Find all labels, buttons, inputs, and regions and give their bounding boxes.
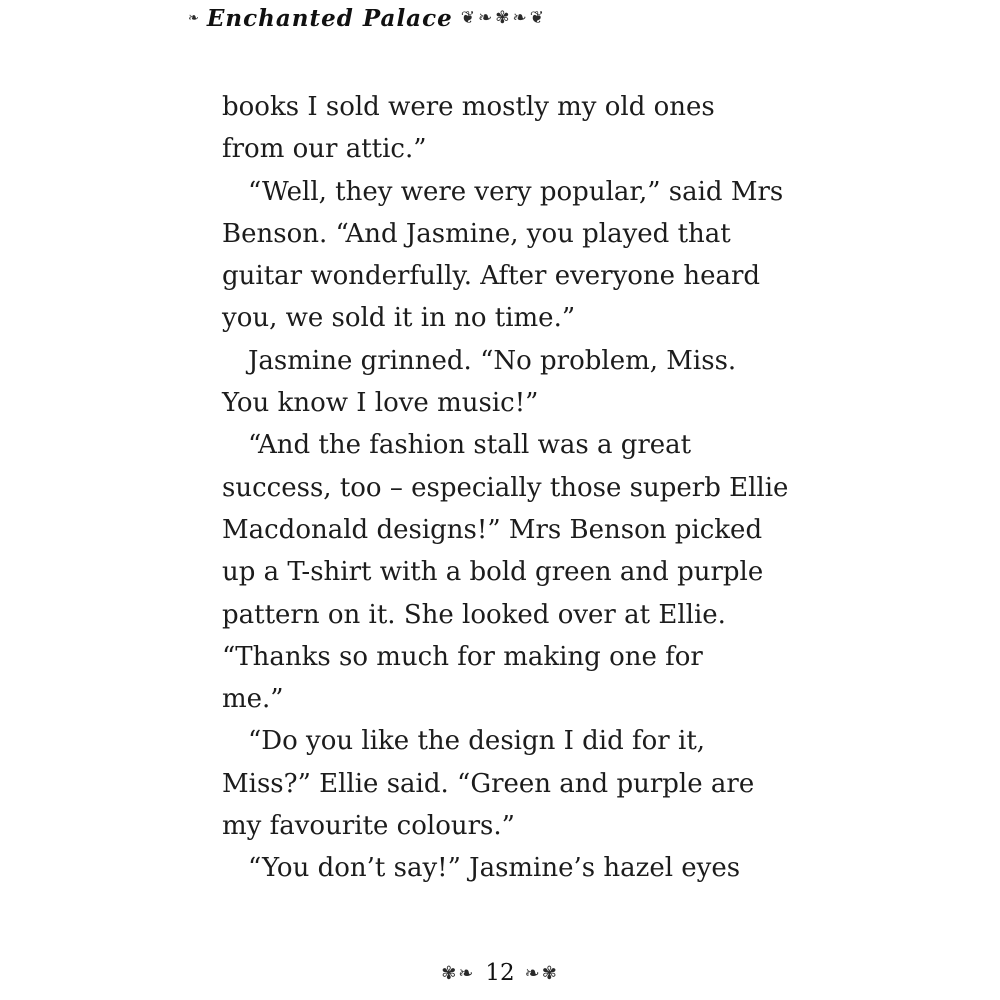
page-header	[188, 2, 547, 34]
text-line: “Do you like the design I did for it,	[248, 726, 706, 757]
text-line: “And the fashion stall was a great	[248, 430, 692, 461]
text-line: guitar wonderfully. After everyone heard	[222, 261, 761, 292]
text-line: me.”	[222, 684, 284, 715]
story-text	[222, 86, 789, 890]
paragraph	[222, 720, 767, 847]
footer-flourish-left-icon: ✾❧	[441, 962, 476, 984]
text-line: you, we sold it in no time.”	[222, 303, 576, 334]
header-flourish-right-icon: ❦❧✾❧❦	[460, 8, 547, 28]
text-line: “You don’t say!” Jasmine’s hazel eyes	[248, 853, 741, 884]
text-line: “Thanks so much for making one for	[222, 641, 703, 672]
page-number: 12	[485, 960, 515, 986]
text-line: up a T-shirt with a bold green and purple	[222, 557, 764, 588]
text-line: Macdonald designs!” Mrs Benson picked	[222, 514, 763, 545]
paragraph	[222, 424, 789, 720]
paragraph	[222, 171, 784, 340]
book-title: Enchanted Palace	[206, 4, 453, 32]
page-footer	[0, 960, 1000, 986]
text-line: “Well, they were very popular,” said Mrs	[248, 176, 784, 207]
paragraph-continuation	[222, 86, 767, 171]
footer-ornament-group	[441, 960, 559, 986]
text-line: Benson. “And Jasmine, you played that	[222, 218, 731, 249]
text-line: pattern on it. She looked over at Ellie.	[222, 599, 726, 630]
text-line: Jasmine grinned. “No problem, Miss.	[248, 345, 737, 376]
text-line: from our attic.”	[222, 134, 427, 165]
text-line: Miss?” Ellie said. “Green and purple are	[222, 768, 755, 799]
text-line: books I sold were mostly my old ones	[222, 92, 715, 122]
text-line: You know I love music!”	[222, 388, 539, 419]
text-line: my favourite colours.”	[222, 811, 515, 842]
header-flourish-left-icon: ❧	[188, 10, 199, 26]
paragraph	[222, 340, 767, 425]
text-line: success, too – especially those superb Ellie	[222, 472, 789, 503]
footer-flourish-right-icon: ❧✾	[524, 962, 559, 984]
paragraph	[222, 847, 767, 889]
